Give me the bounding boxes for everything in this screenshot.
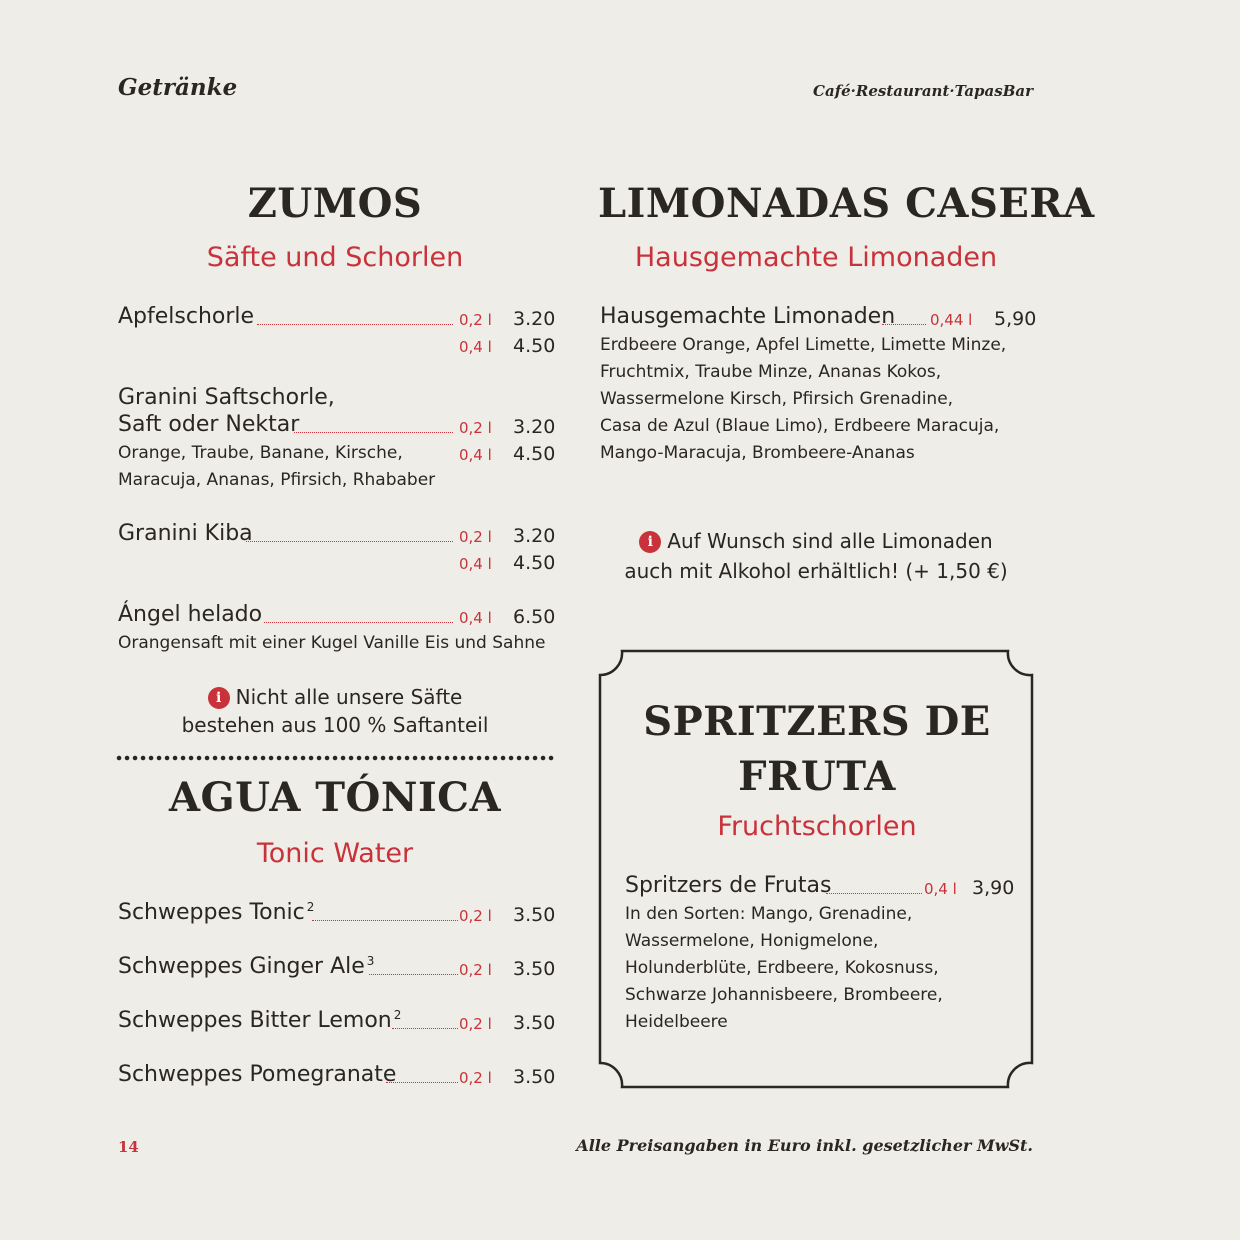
item-description: Maracuja, Ananas, Pfirsich, Rhababer	[118, 470, 436, 490]
item-name: Apfelschorle	[118, 304, 255, 329]
size-label: 0,4 l	[459, 555, 492, 573]
limonadas-title: LIMONADAS CASERA	[598, 180, 1095, 227]
leader-dots	[882, 324, 926, 325]
dotted-divider	[116, 752, 556, 764]
item-name: Granini Saftschorle,	[118, 385, 335, 410]
item-description: Wassermelone, Honigmelone,	[625, 931, 879, 951]
note-line: Nicht alle unsere Säfte	[235, 685, 463, 709]
price: 5,90	[994, 308, 1037, 330]
spritzers-title	[600, 694, 1034, 804]
item-description: Schwarze Johannisbeere, Brombeere,	[625, 985, 943, 1005]
item-name: Schweppes Ginger Ale $^3$	[118, 954, 375, 979]
tonica-title: AGUA TÓNICA	[168, 774, 502, 821]
zumos-title: ZUMOS	[247, 180, 423, 227]
venue-name: Café·Restaurant·TapasBar	[813, 82, 1033, 100]
info-note	[598, 526, 1034, 586]
price: 4.50	[513, 443, 556, 465]
title-line: SPRITZERS DE	[643, 698, 991, 745]
price: 6.50	[513, 606, 556, 628]
item-name: Spritzers de Frutas	[625, 873, 832, 898]
item-name: Ángel helado	[118, 602, 263, 627]
item-description: Erdbeere Orange, Apfel Limette, Limette Minze,	[600, 335, 1007, 355]
size-label: 0,4 l	[459, 609, 492, 627]
page-number: 14	[118, 1138, 139, 1156]
leader-dots	[369, 974, 458, 975]
note-line: Auf Wunsch sind alle Limonaden	[667, 529, 993, 553]
note-line: bestehen aus 100 % Saftanteil	[181, 713, 489, 737]
item-description: Mango-Maracuja, Brombeere-Ananas	[600, 443, 915, 463]
size-label: 0,4 l	[459, 446, 492, 464]
title-line: FRUTA	[738, 753, 896, 800]
zumos-subtitle: Säfte und Schorlen	[206, 242, 464, 273]
info-note	[118, 683, 552, 739]
spritzers-subtitle: Fruchtschorlen	[717, 811, 917, 842]
price: 3.20	[513, 416, 556, 438]
info-icon: i	[639, 531, 661, 553]
price: 3.20	[513, 308, 556, 330]
leader-dots	[386, 1082, 458, 1083]
size-label: 0,4 l	[459, 338, 492, 356]
size-label: 0,2 l	[459, 419, 492, 437]
size-label: 0,2 l	[459, 528, 492, 546]
price: 4.50	[513, 335, 556, 357]
item-name: Saft oder Nektar	[118, 412, 300, 437]
item-name: Schweppes Tonic $^2$	[118, 900, 315, 925]
item-description: In den Sorten: Mango, Grenadine,	[625, 904, 913, 924]
price: 3.50	[513, 1012, 556, 1034]
price: 4.50	[513, 552, 556, 574]
price: 3,90	[972, 877, 1015, 899]
item-description: Wassermelone Kirsch, Pfirsich Grenadine,	[600, 389, 954, 409]
size-label: 0,2 l	[459, 311, 492, 329]
leader-dots	[312, 920, 458, 921]
size-label: 0,2 l	[459, 907, 492, 925]
item-description: Heidelbeere	[625, 1012, 728, 1032]
leader-dots	[294, 432, 453, 433]
info-icon: i	[208, 687, 230, 709]
section-label: Getränke	[118, 74, 238, 101]
footer-note: Alle Preisangaben in Euro inkl. gesetzlicher MwSt.	[576, 1136, 1033, 1155]
item-name: Schweppes Bitter Lemon $^2$	[118, 1008, 402, 1033]
price: 3.50	[513, 904, 556, 926]
item-description: Fruchtmix, Traube Minze, Ananas Kokos,	[600, 362, 942, 382]
item-description: Casa de Azul (Blaue Limo), Erdbeere Maracuja,	[600, 416, 1000, 436]
item-name: Schweppes Pomegranate	[118, 1062, 397, 1087]
size-label: 0,2 l	[459, 1069, 492, 1087]
leader-dots	[264, 622, 453, 623]
item-description: Holunderblüte, Erdbeere, Kokosnuss,	[625, 958, 939, 978]
item-description: Orangensaft mit einer Kugel Vanille Eis und Sahne	[118, 633, 546, 653]
item-name: Granini Kiba	[118, 521, 253, 546]
size-label: 0,2 l	[459, 1015, 492, 1033]
size-label: 0,44 l	[930, 311, 973, 329]
item-description: Orange, Traube, Banane, Kirsche,	[118, 443, 403, 463]
price: 3.20	[513, 525, 556, 547]
price: 3.50	[513, 958, 556, 980]
size-label: 0,4 l	[924, 880, 957, 898]
leader-dots	[257, 324, 453, 325]
size-label: 0,2 l	[459, 961, 492, 979]
price: 3.50	[513, 1066, 556, 1088]
note-line: auch mit Alkohol erhältlich! (+ 1,50 €)	[624, 559, 1008, 583]
tonica-subtitle: Tonic Water	[256, 838, 414, 869]
item-name: Hausgemachte Limonaden	[600, 304, 896, 329]
leader-dots	[826, 893, 922, 894]
limonadas-subtitle: Hausgemachte Limonaden	[634, 242, 998, 273]
leader-dots	[392, 1028, 458, 1029]
leader-dots	[246, 541, 453, 542]
